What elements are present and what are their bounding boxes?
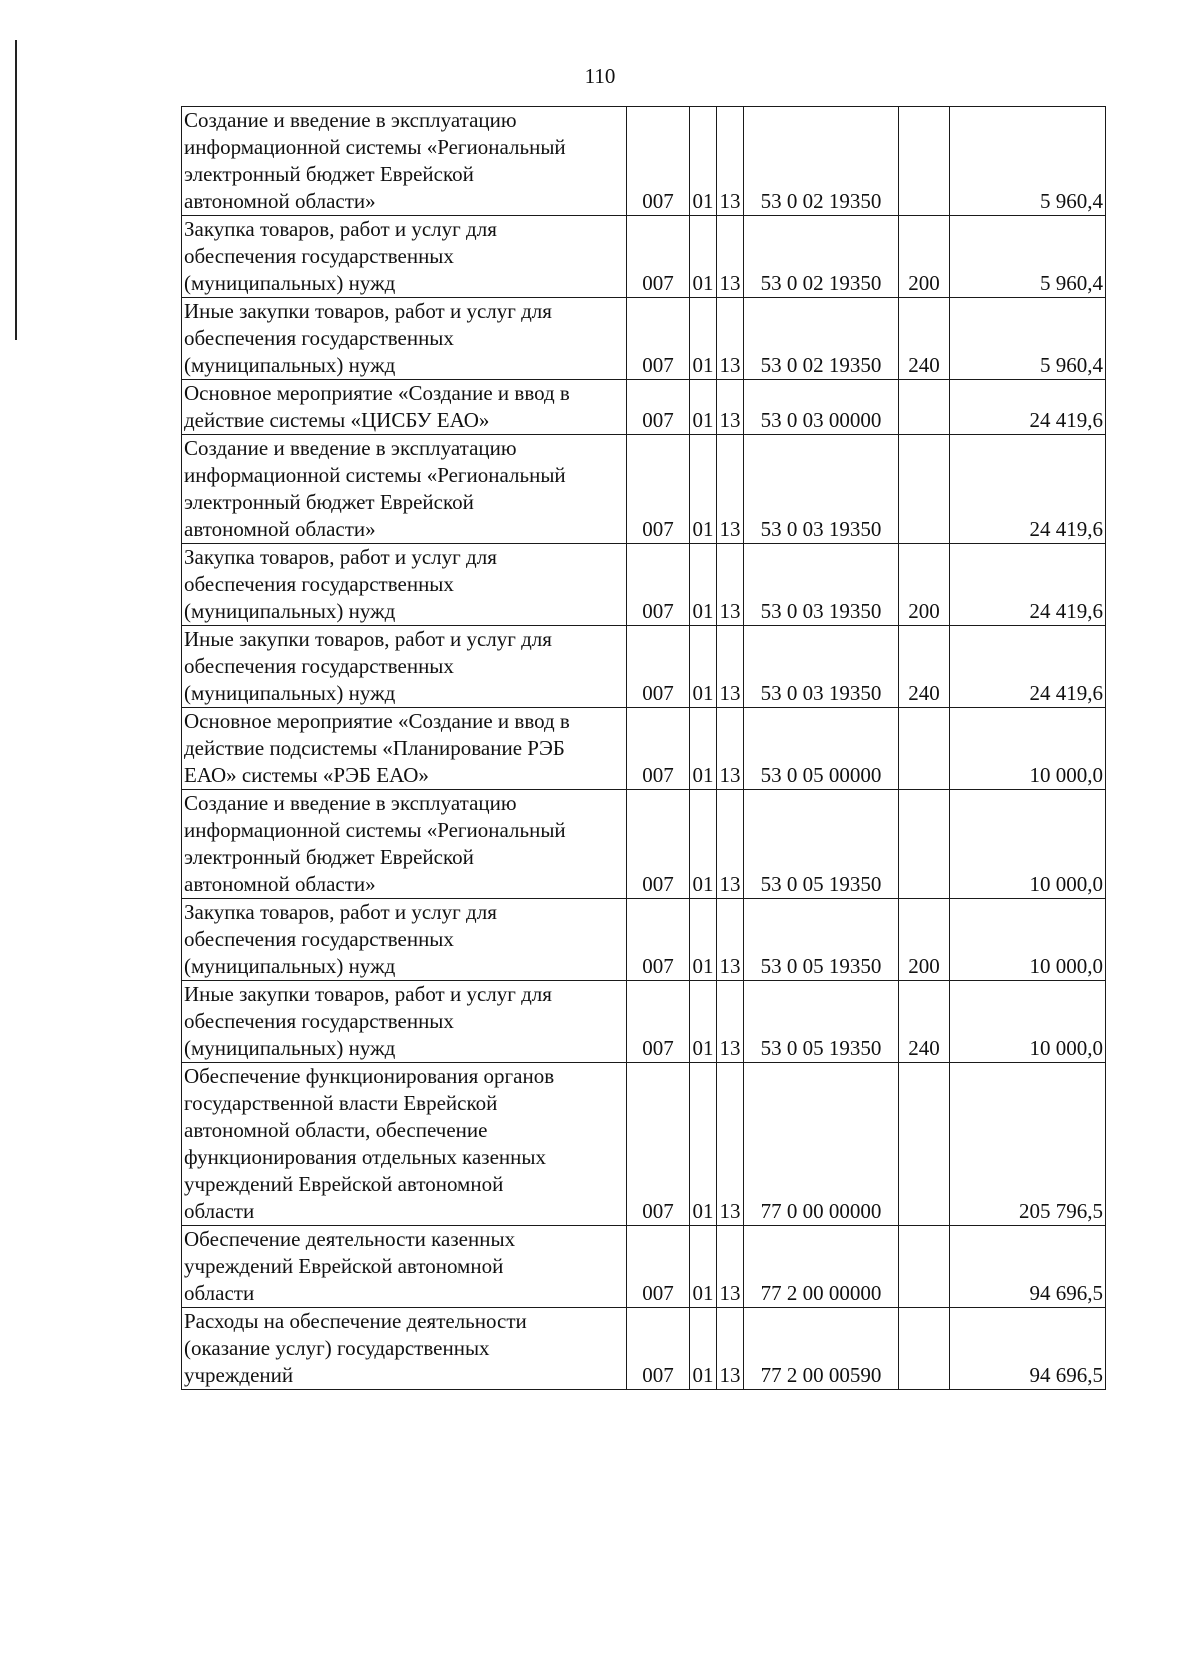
expense-name-cell: [182, 981, 627, 1063]
section-code-cell: 01: [690, 1226, 717, 1308]
expense-type-cell: [899, 107, 950, 216]
subsection-code-cell: 13: [717, 298, 744, 380]
target-article-cell: 53 0 02 19350: [744, 107, 899, 216]
glava-code-cell: 007: [627, 435, 690, 544]
section-code-cell: 01: [690, 1308, 717, 1390]
subsection-code-cell: 13: [717, 981, 744, 1063]
section-code-cell: 01: [690, 1063, 717, 1226]
amount-cell: 5 960,4: [950, 107, 1106, 216]
table-row: [182, 899, 1106, 981]
expense-name-cell: [182, 626, 627, 708]
table-body: [182, 107, 1106, 1390]
expense-name-line: автономной области»: [184, 872, 376, 896]
expense-name-line: Создание и введение в эксплуатацию: [184, 108, 517, 132]
expense-name-line: ЕАО» системы «РЭБ ЕАО»: [184, 763, 429, 787]
expense-name-line: (муниципальных) нужд: [184, 271, 396, 295]
expense-type-cell: 200: [899, 899, 950, 981]
subsection-code-cell: 13: [717, 626, 744, 708]
section-code-cell: 01: [690, 899, 717, 981]
table-row: [182, 981, 1106, 1063]
expense-name-line: обеспечения государственных: [184, 654, 454, 678]
subsection-code-cell: 13: [717, 1226, 744, 1308]
expense-name-line: Обеспечение функционирования органов: [184, 1064, 555, 1088]
expense-name-cell: [182, 380, 627, 435]
amount-cell: 205 796,5: [950, 1063, 1106, 1226]
amount-cell: 94 696,5: [950, 1226, 1106, 1308]
expense-name-line: обеспечения государственных: [184, 326, 454, 350]
expense-name-line: (муниципальных) нужд: [184, 353, 396, 377]
section-code-cell: 01: [690, 298, 717, 380]
amount-cell: 24 419,6: [950, 435, 1106, 544]
expense-name-line: электронный бюджет Еврейской: [184, 162, 474, 186]
section-code-cell: 01: [690, 544, 717, 626]
expense-name-line: информационной системы «Региональный: [184, 818, 566, 842]
section-code-cell: 01: [690, 790, 717, 899]
section-code-cell: 01: [690, 435, 717, 544]
expense-name-cell: [182, 1308, 627, 1390]
table-row: [182, 435, 1106, 544]
expense-name-cell: [182, 216, 627, 298]
amount-cell: 24 419,6: [950, 380, 1106, 435]
expense-type-cell: [899, 1226, 950, 1308]
expense-name-line: Закупка товаров, работ и услуг для: [184, 545, 497, 569]
expense-name-line: информационной системы «Региональный: [184, 135, 566, 159]
subsection-code-cell: 13: [717, 107, 744, 216]
subsection-code-cell: 13: [717, 899, 744, 981]
expense-name-line: Иные закупки товаров, работ и услуг для: [184, 982, 552, 1006]
expense-name-line: автономной области»: [184, 189, 376, 213]
expense-type-cell: [899, 790, 950, 899]
expense-name-cell: [182, 1063, 627, 1226]
expense-name-line: автономной области»: [184, 517, 376, 541]
target-article-cell: 53 0 05 00000: [744, 708, 899, 790]
expense-name-cell: [182, 435, 627, 544]
expense-name-line: области: [184, 1281, 255, 1305]
section-code-cell: 01: [690, 107, 717, 216]
subsection-code-cell: 13: [717, 790, 744, 899]
expense-type-cell: [899, 708, 950, 790]
expense-name-cell: [182, 790, 627, 899]
expense-name-line: электронный бюджет Еврейской: [184, 490, 474, 514]
expense-name-line: Основное мероприятие «Создание и ввод в: [184, 381, 570, 405]
table-row: [182, 544, 1106, 626]
glava-code-cell: 007: [627, 1308, 690, 1390]
expense-type-cell: 240: [899, 298, 950, 380]
target-article-cell: 53 0 02 19350: [744, 298, 899, 380]
expense-name-line: информационной системы «Региональный: [184, 463, 566, 487]
section-code-cell: 01: [690, 708, 717, 790]
target-article-cell: 53 0 05 19350: [744, 790, 899, 899]
section-code-cell: 01: [690, 981, 717, 1063]
subsection-code-cell: 13: [717, 544, 744, 626]
expense-name-line: (муниципальных) нужд: [184, 954, 396, 978]
table-row: [182, 298, 1106, 380]
glava-code-cell: 007: [627, 107, 690, 216]
table-row: [182, 708, 1106, 790]
subsection-code-cell: 13: [717, 380, 744, 435]
amount-cell: 10 000,0: [950, 790, 1106, 899]
expense-name-cell: [182, 899, 627, 981]
table-row: [182, 216, 1106, 298]
expense-type-cell: 240: [899, 981, 950, 1063]
table-row: [182, 1308, 1106, 1390]
subsection-code-cell: 13: [717, 216, 744, 298]
expense-type-cell: 240: [899, 626, 950, 708]
target-article-cell: 77 2 00 00000: [744, 1226, 899, 1308]
expense-name-line: электронный бюджет Еврейской: [184, 845, 474, 869]
glava-code-cell: 007: [627, 899, 690, 981]
expense-name-line: Закупка товаров, работ и услуг для: [184, 900, 497, 924]
expense-name-line: Закупка товаров, работ и услуг для: [184, 217, 497, 241]
expense-name-line: действие системы «ЦИСБУ ЕАО»: [184, 408, 490, 432]
subsection-code-cell: 13: [717, 1063, 744, 1226]
expense-name-line: автономной области, обеспечение: [184, 1118, 488, 1142]
subsection-code-cell: 13: [717, 435, 744, 544]
amount-cell: 94 696,5: [950, 1308, 1106, 1390]
expense-name-line: (муниципальных) нужд: [184, 681, 396, 705]
amount-cell: 10 000,0: [950, 981, 1106, 1063]
glava-code-cell: 007: [627, 708, 690, 790]
glava-code-cell: 007: [627, 626, 690, 708]
target-article-cell: 77 2 00 00590: [744, 1308, 899, 1390]
subsection-code-cell: 13: [717, 1308, 744, 1390]
glava-code-cell: 007: [627, 544, 690, 626]
expense-name-cell: [182, 1226, 627, 1308]
target-article-cell: 53 0 03 00000: [744, 380, 899, 435]
section-code-cell: 01: [690, 380, 717, 435]
expense-name-line: обеспечения государственных: [184, 244, 454, 268]
table-row: [182, 380, 1106, 435]
expense-name-line: области: [184, 1199, 255, 1223]
expense-name-cell: [182, 298, 627, 380]
expense-name-line: Расходы на обеспечение деятельности: [184, 1309, 527, 1333]
expense-name-line: учреждений: [184, 1363, 294, 1387]
glava-code-cell: 007: [627, 1063, 690, 1226]
expense-name-line: учреждений Еврейской автономной: [184, 1254, 504, 1278]
target-article-cell: 53 0 03 19350: [744, 626, 899, 708]
expense-type-cell: 200: [899, 216, 950, 298]
expense-name-cell: [182, 107, 627, 216]
expense-type-cell: [899, 1308, 950, 1390]
expense-name-cell: [182, 544, 627, 626]
target-article-cell: 53 0 03 19350: [744, 435, 899, 544]
expense-name-cell: [182, 708, 627, 790]
glava-code-cell: 007: [627, 790, 690, 899]
expense-name-line: Обеспечение деятельности казенных: [184, 1227, 516, 1251]
target-article-cell: 77 0 00 00000: [744, 1063, 899, 1226]
expense-name-line: Иные закупки товаров, работ и услуг для: [184, 299, 552, 323]
expense-name-line: Создание и введение в эксплуатацию: [184, 791, 517, 815]
expense-type-cell: 200: [899, 544, 950, 626]
expense-name-line: действие подсистемы «Планирование РЭБ: [184, 736, 565, 760]
expense-name-line: учреждений Еврейской автономной: [184, 1172, 504, 1196]
table-row: [182, 107, 1106, 216]
table-row: [182, 1063, 1106, 1226]
section-code-cell: 01: [690, 626, 717, 708]
target-article-cell: 53 0 05 19350: [744, 981, 899, 1063]
section-code-cell: 01: [690, 216, 717, 298]
expense-type-cell: [899, 1063, 950, 1226]
target-article-cell: 53 0 02 19350: [744, 216, 899, 298]
expense-name-line: государственной власти Еврейской: [184, 1091, 498, 1115]
page-number: 110: [584, 64, 616, 88]
table-row: [182, 790, 1106, 899]
expense-name-line: (муниципальных) нужд: [184, 1036, 396, 1060]
glava-code-cell: 007: [627, 981, 690, 1063]
amount-cell: 5 960,4: [950, 298, 1106, 380]
expense-name-line: обеспечения государственных: [184, 1009, 454, 1033]
expense-type-cell: [899, 435, 950, 544]
expense-name-line: Создание и введение в эксплуатацию: [184, 436, 517, 460]
glava-code-cell: 007: [627, 216, 690, 298]
amount-cell: 10 000,0: [950, 708, 1106, 790]
expense-type-cell: [899, 380, 950, 435]
table-row: [182, 1226, 1106, 1308]
glava-code-cell: 007: [627, 380, 690, 435]
expense-name-line: функционирования отдельных казенных: [184, 1145, 547, 1169]
budget-table: [181, 106, 1106, 1390]
target-article-cell: 53 0 05 19350: [744, 899, 899, 981]
expense-name-line: обеспечения государственных: [184, 927, 454, 951]
expense-name-line: Иные закупки товаров, работ и услуг для: [184, 627, 552, 651]
amount-cell: 24 419,6: [950, 544, 1106, 626]
table-row: [182, 626, 1106, 708]
amount-cell: 10 000,0: [950, 899, 1106, 981]
subsection-code-cell: 13: [717, 708, 744, 790]
expense-name-line: Основное мероприятие «Создание и ввод в: [184, 709, 570, 733]
amount-cell: 24 419,6: [950, 626, 1106, 708]
glava-code-cell: 007: [627, 298, 690, 380]
glava-code-cell: 007: [627, 1226, 690, 1308]
expense-name-line: (оказание услуг) государственных: [184, 1336, 490, 1360]
expense-name-line: обеспечения государственных: [184, 572, 454, 596]
target-article-cell: 53 0 03 19350: [744, 544, 899, 626]
amount-cell: 5 960,4: [950, 216, 1106, 298]
expense-name-line: (муниципальных) нужд: [184, 599, 396, 623]
